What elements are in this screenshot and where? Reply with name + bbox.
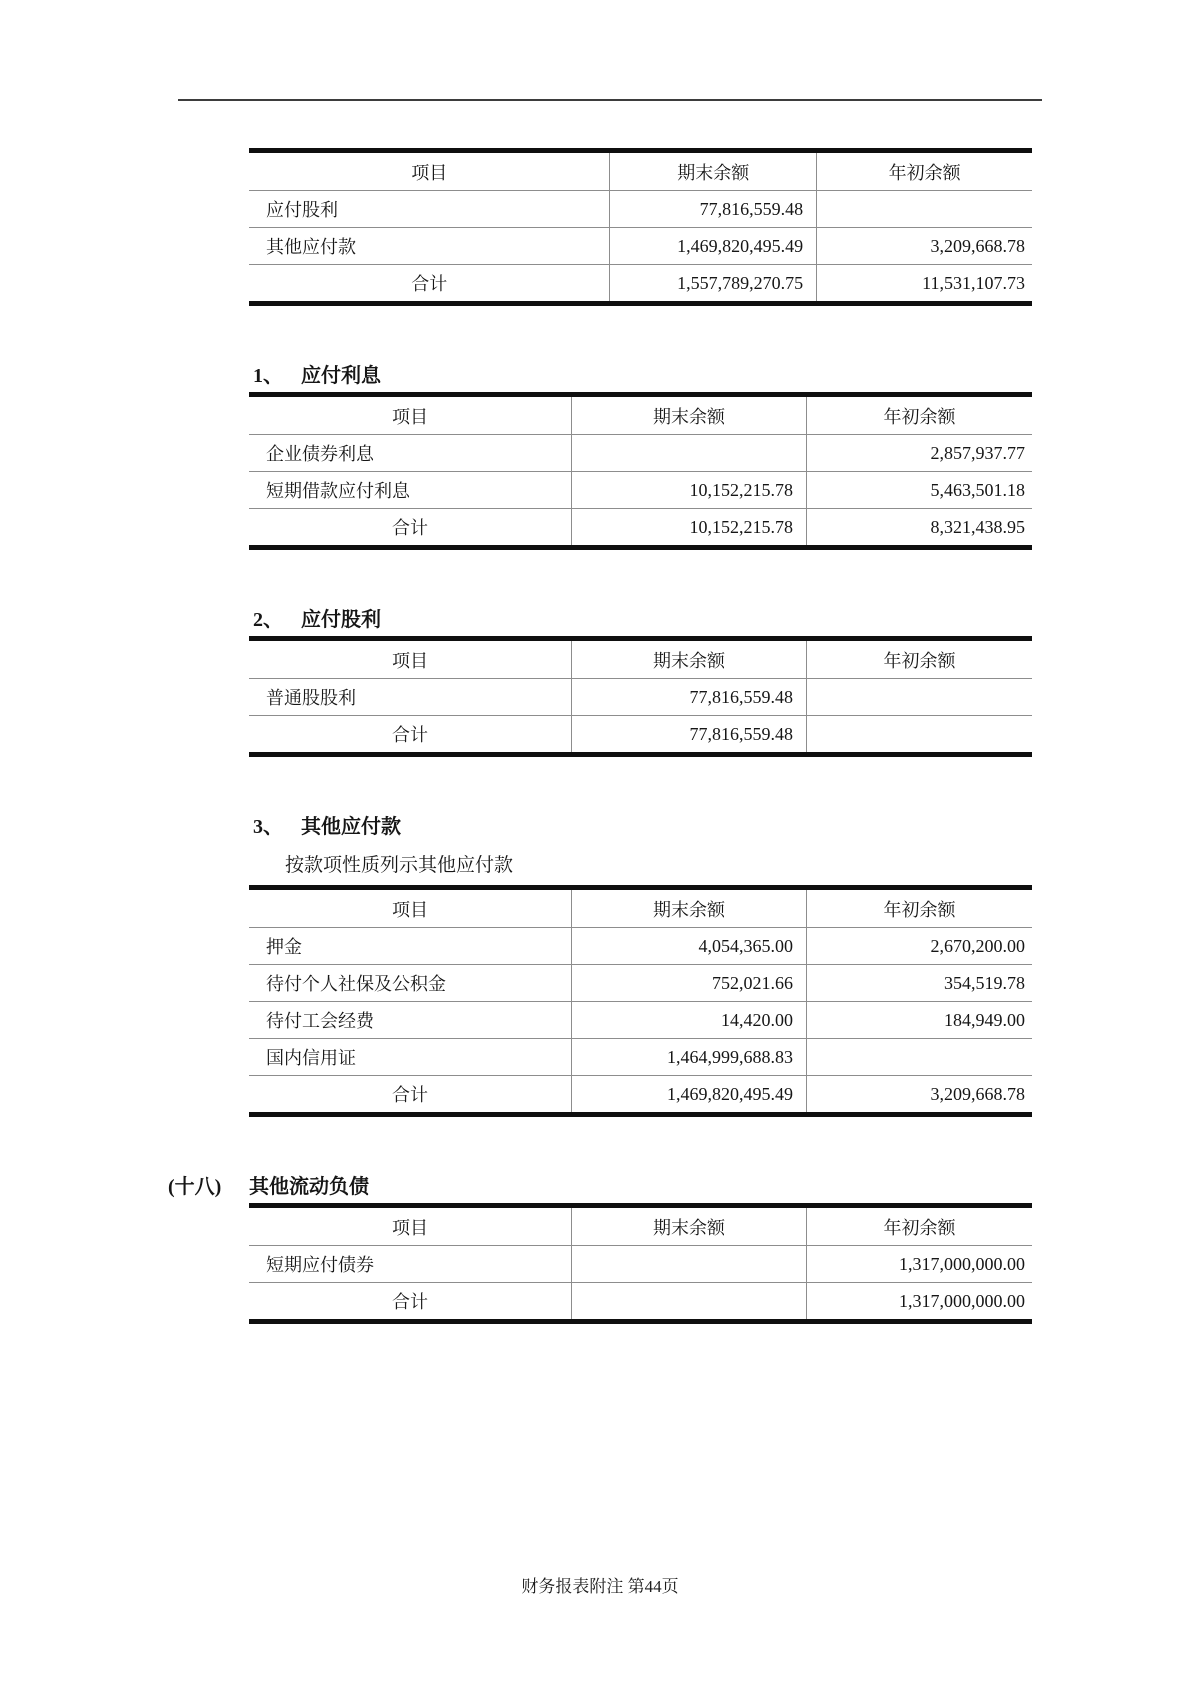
cell-total-label: 合计 [411, 274, 448, 294]
cell-total-ending-balance: 77,816,559.48 [572, 716, 807, 755]
cell-total-label: 合计 [392, 725, 429, 745]
table-total-row [249, 509, 1032, 548]
cell-item: 押金 [266, 937, 302, 957]
column-header-item: 项目 [392, 899, 429, 920]
table-total-row [249, 1076, 1032, 1115]
dividends-payable-table [249, 636, 1032, 757]
column-header-ending-balance: 期末余额 [572, 639, 807, 679]
column-header-beginning-balance: 年初余额 [806, 888, 1032, 928]
cell-total-ending-balance: 1,469,820,495.49 [572, 1076, 807, 1115]
cell-total-label: 合计 [392, 518, 429, 538]
cell-item: 短期应付债券 [266, 1255, 374, 1275]
cell-beginning-balance: 3,209,668.78 [817, 228, 1032, 265]
column-header-item: 项目 [411, 162, 448, 183]
section-title: 应付股利 [301, 609, 381, 631]
content-column [168, 148, 1032, 1324]
cell-beginning-balance [806, 1039, 1032, 1076]
cell-ending-balance: 77,816,559.48 [572, 679, 807, 716]
cell-item: 待付工会经费 [266, 1011, 374, 1031]
column-header-ending-balance: 期末余额 [572, 1206, 807, 1246]
cell-total-beginning-balance: 3,209,668.78 [806, 1076, 1032, 1115]
column-header-beginning-balance: 年初余额 [806, 1206, 1032, 1246]
column-header-beginning-balance: 年初余额 [806, 639, 1032, 679]
page-footer: 财务报表附注 第44页 [521, 1577, 679, 1596]
cell-ending-balance [572, 1246, 807, 1283]
cell-ending-balance: 4,054,365.00 [572, 928, 807, 965]
cell-beginning-balance: 2,857,937.77 [806, 435, 1032, 472]
cell-beginning-balance: 1,317,000,000.00 [806, 1246, 1032, 1283]
column-header-beginning-balance: 年初余额 [817, 151, 1032, 191]
table-row [249, 1039, 1032, 1076]
cell-beginning-balance: 354,519.78 [806, 965, 1032, 1002]
cell-total-beginning-balance: 8,321,438.95 [806, 509, 1032, 548]
section-title: 其他应付款 [301, 816, 401, 838]
table-header-row [249, 395, 1032, 435]
cell-ending-balance [572, 435, 807, 472]
cell-item: 国内信用证 [266, 1048, 356, 1068]
cell-beginning-balance [806, 679, 1032, 716]
table-row [249, 1002, 1032, 1039]
column-header-ending-balance: 期末余额 [610, 151, 817, 191]
table-row [249, 928, 1032, 965]
cell-item: 短期借款应付利息 [266, 481, 410, 501]
table-row [249, 679, 1032, 716]
column-header-ending-balance: 期末余额 [572, 395, 807, 435]
page-top-rule [178, 99, 1042, 101]
cell-ending-balance: 1,469,820,495.49 [610, 228, 817, 265]
section-number: 2、 [253, 609, 283, 631]
column-header-item: 项目 [392, 650, 429, 671]
table-header-row [249, 888, 1032, 928]
cell-item: 普通股股利 [266, 688, 356, 708]
table-total-row [249, 265, 1032, 304]
cell-ending-balance: 1,464,999,688.83 [572, 1039, 807, 1076]
cell-item: 应付股利 [266, 200, 338, 220]
section-number: 1、 [253, 365, 283, 387]
column-header-item: 项目 [392, 1217, 429, 1238]
other-current-liabilities-table [249, 1203, 1032, 1324]
section-number: 3、 [253, 816, 283, 838]
table-total-row [249, 1283, 1032, 1322]
cell-item: 待付个人社保及公积金 [266, 974, 446, 994]
column-header-ending-balance: 期末余额 [572, 888, 807, 928]
section-heading-other-payables [249, 814, 1032, 841]
other-payables-subtitle: 按款项性质列示其他应付款 [285, 855, 514, 876]
cell-item: 企业债券利息 [266, 444, 374, 464]
cell-beginning-balance: 2,670,200.00 [806, 928, 1032, 965]
interest-payable-table [249, 392, 1032, 550]
section-heading-dividends-payable [249, 607, 1032, 634]
table-header-row [249, 151, 1032, 191]
table-row [249, 435, 1032, 472]
table-header-row [249, 1206, 1032, 1246]
cell-beginning-balance: 184,949.00 [806, 1002, 1032, 1039]
table-row [249, 965, 1032, 1002]
section-title: 其他流动负债 [249, 1176, 369, 1198]
other-payables-table [249, 885, 1032, 1117]
cell-beginning-balance [817, 191, 1032, 228]
section-heading-interest-payable [249, 363, 1032, 390]
cell-total-ending-balance: 1,557,789,270.75 [610, 265, 817, 304]
table-row [249, 1246, 1032, 1283]
table-row [249, 191, 1032, 228]
column-header-beginning-balance: 年初余额 [806, 395, 1032, 435]
cell-total-beginning-balance: 1,317,000,000.00 [806, 1283, 1032, 1322]
section-number: (十八) [168, 1176, 222, 1198]
cell-ending-balance: 14,420.00 [572, 1002, 807, 1039]
cell-item: 其他应付款 [266, 237, 356, 257]
cell-total-ending-balance: 10,152,215.78 [572, 509, 807, 548]
cell-total-beginning-balance [806, 716, 1032, 755]
cell-beginning-balance: 5,463,501.18 [806, 472, 1032, 509]
column-header-item: 项目 [392, 406, 429, 427]
table-row [249, 472, 1032, 509]
payables-summary-table [249, 148, 1032, 306]
cell-ending-balance: 77,816,559.48 [610, 191, 817, 228]
table-header-row [249, 639, 1032, 679]
section-heading-other-current-liabilities [168, 1174, 1032, 1201]
cell-total-label: 合计 [392, 1292, 429, 1312]
cell-ending-balance: 752,021.66 [572, 965, 807, 1002]
table-row [249, 228, 1032, 265]
cell-total-ending-balance [572, 1283, 807, 1322]
cell-ending-balance: 10,152,215.78 [572, 472, 807, 509]
section-title: 应付利息 [301, 365, 381, 387]
cell-total-label: 合计 [392, 1085, 429, 1105]
table-total-row [249, 716, 1032, 755]
cell-total-beginning-balance: 11,531,107.73 [817, 265, 1032, 304]
